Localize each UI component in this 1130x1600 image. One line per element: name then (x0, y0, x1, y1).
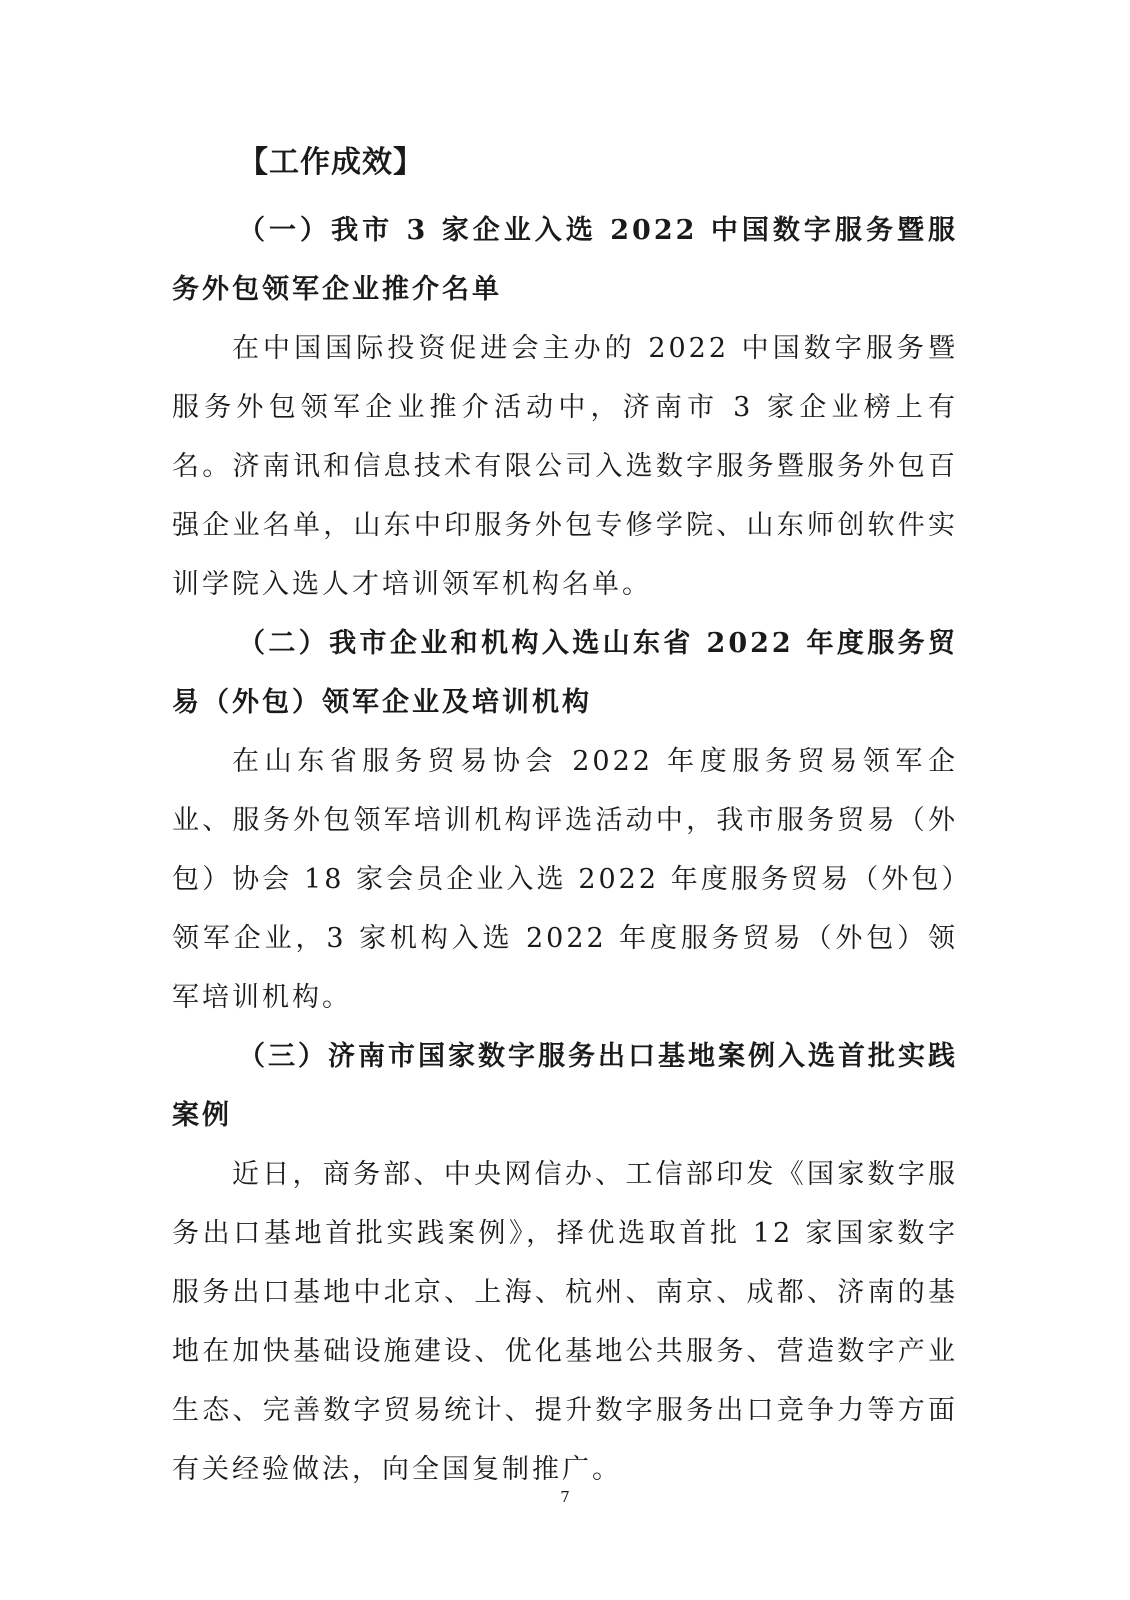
item-1-body: 在中国国际投资促进会主办的 2022 中国数字服务暨服务外包领军企业推介活动中，济南市 3 家企业榜上有名。济南讯和信息技术有限公司入选数字服务暨服务外包百强企业名单，山东中印服务外包专修学院、山东师创软件实训学院入选人才培训领军机构名单。 (172, 333, 958, 600)
item-2-title: （二）我市企业和机构入选山东省 2022 年度服务贸易（外包）领军企业及培训机构 (172, 628, 958, 718)
item-3-body: 近日，商务部、中央网信办、工信部印发《国家数字服务出口基地首批实践案例》，择优选取首批 12 家国家数字服务出口基地中北京、上海、杭州、南京、成都、济南的基地在加快基础设施建设、优化基地公共服务、营造数字产业生态、完善数字贸易统计、提升数字服务出口竞争力等方面有关经验做法，向全国复制推广。 (172, 1159, 958, 1485)
item-2-body: 在山东省服务贸易协会 2022 年度服务贸易领军企业、服务外包领军培训机构评选活动中，我市服务贸易（外包）协会 18 家会员企业入选 2022 年度服务贸易（外包）领军企业，3 家机构入选 2022 年度服务贸易（外包）领军培训机构。 (172, 746, 958, 1013)
document-body (172, 143, 958, 1499)
section-heading: 【工作成效】 (238, 145, 424, 180)
page-number: 7 (560, 1488, 570, 1506)
item-3-title: （三）济南市国家数字服务出口基地案例入选首批实践案例 (172, 1041, 958, 1131)
item-1-title: （一）我市 3 家企业入选 2022 中国数字服务暨服务外包领军企业推介名单 (172, 215, 958, 305)
